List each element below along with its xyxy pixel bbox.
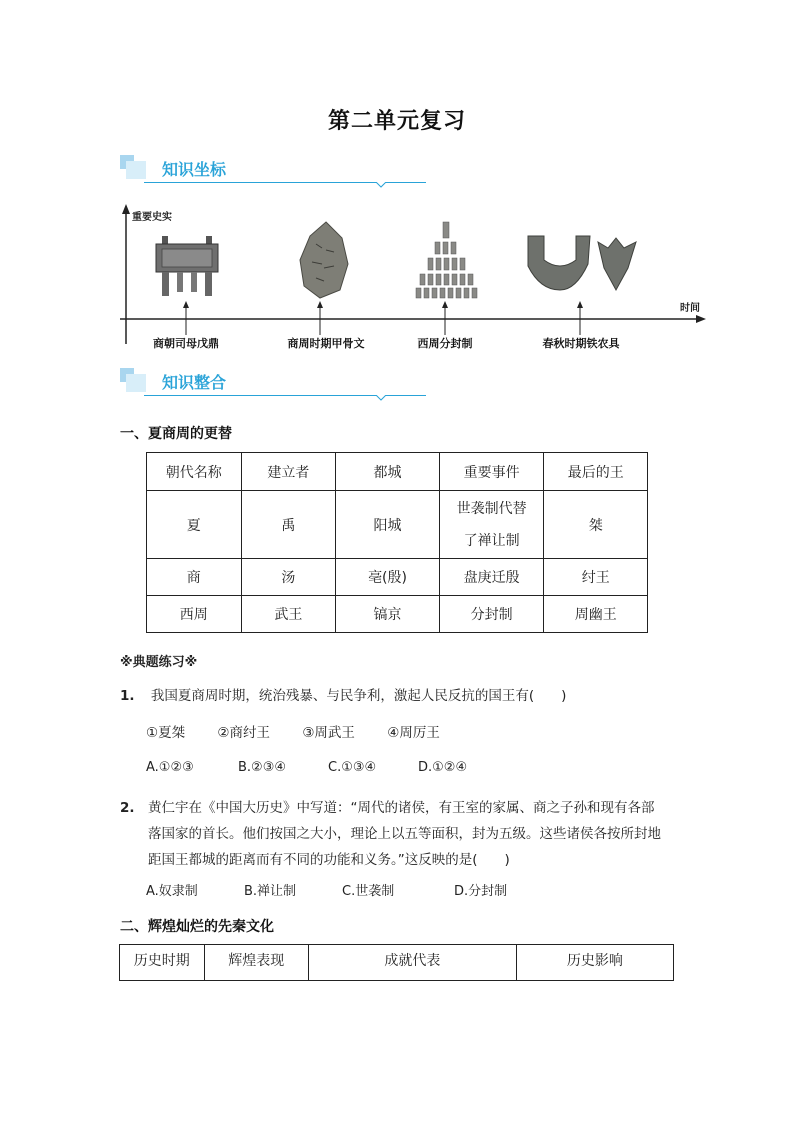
iron-tools-icon [524, 234, 664, 294]
part1-heading: 一、夏商周的更替 [120, 426, 232, 442]
question-text: 我国夏商周时期，统治残暴、与民争利，激起人民反抗的国王有( ) [150, 688, 567, 704]
choice-item: ②商纣王 [217, 725, 271, 741]
table-cell: 武王 [241, 596, 336, 633]
section-header-knowledge-integration [120, 368, 426, 402]
table-cell: 商 [147, 559, 242, 596]
question-2 [120, 795, 135, 821]
question-1-items [146, 720, 440, 746]
answer-option[interactable]: D.分封制 [454, 884, 508, 899]
table-header-cell: 最后的王 [544, 453, 648, 491]
header-notch-icon [376, 395, 386, 401]
table-cell [439, 491, 544, 559]
dynasty-table [146, 452, 648, 633]
fengjian-pyramid-icon [414, 220, 478, 300]
x-axis-label: 时间 [680, 303, 700, 314]
cell-line: 世袭制代替 [456, 500, 527, 517]
answer-option[interactable]: C.①③④ [328, 760, 377, 775]
table-cell: 禹 [241, 491, 336, 559]
table-header-cell: 历史影响 [516, 945, 673, 981]
answer-option[interactable]: B.②③④ [238, 760, 287, 775]
table-header-cell: 成就代表 [309, 945, 517, 981]
practice-heading: ※典题练习※ [120, 655, 198, 670]
question-text-line: 落国家的首长。他们按国之大小，理论上以五等面积，封为五级。这些诸侯各按所封地 [148, 826, 661, 842]
page-title: 第二单元复习 [327, 108, 466, 134]
choice-item: ④周厉王 [387, 725, 440, 741]
table-cell: 镐京 [336, 596, 440, 633]
part2-heading: 二、辉煌灿烂的先秦文化 [120, 919, 274, 935]
table-header-row [120, 945, 674, 981]
table-row [147, 596, 648, 633]
table-header-cell: 建立者 [241, 453, 336, 491]
answer-option[interactable]: A.奴隶制 [146, 884, 198, 899]
table-row [147, 559, 648, 596]
table-header-cell: 辉煌表现 [204, 945, 308, 981]
culture-table [119, 944, 674, 981]
section-title: 知识坐标 [162, 160, 227, 179]
table-cell: 桀 [544, 491, 648, 559]
answer-option[interactable]: B.禅让制 [244, 884, 297, 899]
header-square-decoration [126, 374, 146, 392]
table-row [147, 491, 648, 559]
answer-option[interactable]: A.①②③ [146, 760, 194, 775]
table-cell: 亳(殷) [336, 559, 440, 596]
header-notch-icon [376, 182, 386, 188]
timeline-caption: 西周分封制 [417, 337, 473, 350]
question-number: 1. [120, 688, 135, 704]
table-header-cell: 重要事件 [439, 453, 544, 491]
y-axis-label: 重要史实 [132, 212, 172, 223]
ding-vessel-icon [152, 236, 222, 300]
oracle-bone-icon [296, 220, 352, 300]
timeline-caption: 商周时期甲骨文 [287, 337, 365, 350]
timeline-diagram [100, 198, 720, 358]
table-cell: 阳城 [336, 491, 440, 559]
question-2-text [148, 795, 688, 873]
table-cell: 汤 [241, 559, 336, 596]
header-square-decoration [126, 161, 146, 179]
question-text-line: 黄仁宇在《中国大历史》中写道：“周代的诸侯，有王室的家属、商之子孙和现有各部 [148, 800, 655, 816]
answer-option[interactable]: C.世袭制 [342, 884, 395, 899]
choice-item: ①夏桀 [146, 725, 186, 741]
table-header-cell: 都城 [336, 453, 440, 491]
table-cell: 西周 [147, 596, 242, 633]
section-title: 知识整合 [162, 373, 227, 392]
table-cell: 纣王 [544, 559, 648, 596]
table-cell: 分封制 [439, 596, 544, 633]
table-header-cell: 朝代名称 [147, 453, 242, 491]
question-text-line: 距国王都城的距离而有不同的功能和义务。”这反映的是( ) [148, 852, 510, 868]
answer-option[interactable]: D.①②④ [418, 760, 468, 775]
choice-item: ③周武王 [302, 725, 355, 741]
question-1 [120, 683, 566, 709]
table-header-row [147, 453, 648, 491]
table-cell: 周幽王 [544, 596, 648, 633]
section-header-knowledge-coordinates [120, 155, 426, 189]
question-number: 2. [120, 800, 135, 816]
timeline-caption: 春秋时期铁农具 [542, 337, 620, 350]
table-cell: 盘庚迁殷 [439, 559, 544, 596]
table-header-cell: 历史时期 [120, 945, 205, 981]
cell-line: 了禅让制 [463, 532, 520, 549]
table-cell: 夏 [147, 491, 242, 559]
timeline-caption: 商朝司母戊鼎 [153, 337, 219, 350]
